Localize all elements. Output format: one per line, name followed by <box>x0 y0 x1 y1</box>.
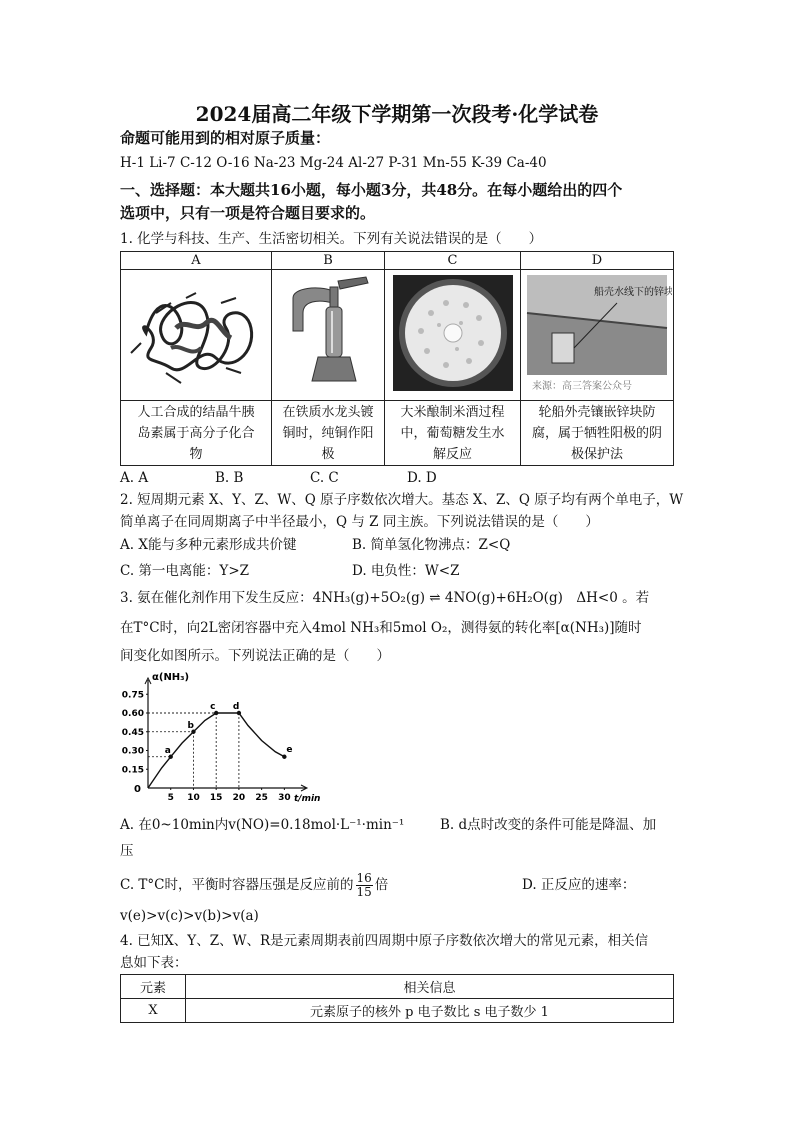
q2-option-a[interactable]: A. X能与多种元素形成共价键 <box>120 537 297 553</box>
q4-stem-line2: 息如下表： <box>120 955 188 971</box>
chart-point-label-a: a <box>164 745 171 756</box>
q1-image-d-label: 船壳水线下的锌块 <box>594 287 672 298</box>
ship-hull-zinc-image <box>522 273 672 393</box>
q2-stem-line1: 2. 短周期元素 X、Y、Z、W、Q 原子序数依次增大。基态 X、Z、Q 原子均有两个单电子，W <box>120 492 684 508</box>
chart-x-tick-label: 10 <box>187 793 200 803</box>
q4-row-info: 元素原子的核外 p 电子数比 s 电子数少 1 <box>186 999 674 1023</box>
table-row <box>121 999 674 1023</box>
exam-title: 2024届高二年级下学期第一次段考·化学试卷 <box>195 102 599 126</box>
chart-y-tick-label: 0.60 <box>121 709 144 719</box>
q1-caption-b-line3: 极 <box>321 446 335 462</box>
chart-x-tick-label: 5 <box>167 793 174 803</box>
chart-x-tick-label: 30 <box>278 793 291 803</box>
q1-caption-b-line2: 铜时，纯铜作阳 <box>282 425 374 441</box>
q3-option-a[interactable]: A. 在0~10min内v(NO)=0.18mol·L⁻¹·min⁻¹ <box>120 817 405 833</box>
q1-caption-c-line1: 大米酿制米酒过程 <box>400 404 505 420</box>
nh3-conversion-chart <box>112 670 322 810</box>
chart-y-tick-label: 0.75 <box>121 690 144 701</box>
q3-option-b-continued: 压 <box>120 843 134 859</box>
q3-stem-line1: 3. 氨在催化剂作用下发生反应：4NH₃(g)+5O₂(g) ⇌ 4NO(g)+6H₂O(g) ΔH<0 。若 <box>120 590 650 606</box>
q1-caption-d-line2: 腐，属于牺牲阳极的阴 <box>531 425 662 441</box>
q3-option-c-suffix: 倍 <box>374 877 389 893</box>
q1-image-a <box>121 270 272 401</box>
chart-point-label-d: d <box>232 702 240 712</box>
q4-element-table <box>120 974 674 1023</box>
chart-x-tick-label: 15 <box>209 793 223 803</box>
fraction-16-15 <box>356 872 373 899</box>
chart-point-label-b: b <box>187 720 194 731</box>
chart-point-label-c: c <box>210 702 216 712</box>
section-1-instructions-line2: 选项中，只有一项是符合题目要求的。 <box>120 204 376 222</box>
q1-caption-b <box>272 401 385 466</box>
atomic-mass-heading: 命题可能用到的相对原子质量： <box>120 129 331 147</box>
q1-caption-c-line2: 中，葡萄糖发生水 <box>400 425 505 441</box>
chart-point-e <box>282 755 286 759</box>
watermark-text: 来源：高三答案公众号 <box>532 381 632 392</box>
atomic-mass-list: H-1 Li-7 C-12 O-16 Na-23 Mg-24 Al-27 P-31 Mn-55 K-39 Ca-40 <box>120 155 547 171</box>
q1-header-a: A <box>121 252 272 270</box>
q1-image-b <box>272 270 385 401</box>
q1-caption-b-line1: 在铁质水龙头镀 <box>282 404 374 420</box>
q4-row-element: X <box>121 999 186 1023</box>
q2-option-d[interactable]: D. 电负性：W<Z <box>352 563 460 579</box>
chart-y-tick-label: 0.45 <box>121 727 144 738</box>
q1-caption-d-line3: 极保护法 <box>570 446 623 462</box>
q3-stem-line2: 在T°C时，向2L密闭容器中充入4mol NH₃和5mol O₂，测得氨的转化率[α(NH₃)]随时 <box>120 620 642 636</box>
chart-origin-label: 0 <box>134 784 141 795</box>
q1-caption-a <box>121 401 272 466</box>
q4-header-element: 元素 <box>121 975 186 999</box>
q1-option-a[interactable]: A. A <box>120 470 149 486</box>
q1-option-d[interactable]: D. D <box>407 470 437 486</box>
q1-option-b[interactable]: B. B <box>215 470 244 486</box>
q1-header-c: C <box>385 252 521 270</box>
q1-header-b: B <box>272 252 385 270</box>
q4-stem-line1: 4. 已知X、Y、Z、W、R是元素周期表前四周期中原子序数依次增大的常见元素，相关信 <box>120 933 649 949</box>
chart-x-tick-label: 25 <box>255 793 268 803</box>
q1-image-c <box>385 270 521 401</box>
fraction-denominator: 15 <box>356 885 372 899</box>
chart-x-tick-label: 20 <box>232 793 246 803</box>
chart-point-label-e: e <box>286 744 293 755</box>
q3-option-b[interactable]: B. d点时改变的条件可能是降温、加 <box>440 817 657 833</box>
chart-y-tick-label: 0.15 <box>121 765 144 776</box>
q1-caption-d <box>521 401 674 466</box>
q1-options-table <box>120 251 674 466</box>
q2-option-c[interactable]: C. 第一电离能：Y>Z <box>120 563 250 579</box>
q1-option-c[interactable]: C. C <box>310 470 339 486</box>
q1-caption-c <box>385 401 521 466</box>
fraction-numerator: 16 <box>356 871 372 885</box>
chart-x-axis-label: t/min <box>294 794 321 804</box>
q1-caption-c-line3: 解反应 <box>432 446 472 462</box>
q1-caption-a-line3: 物 <box>189 446 203 462</box>
q3-option-c-text: C. T°C时，平衡时容器压强是反应前的 <box>120 877 354 893</box>
faucet-image <box>278 273 378 393</box>
insulin-structure-image <box>126 273 266 393</box>
q2-stem-line2: 简单离子在同周期离子中半径最小，Q 与 Z 同主族。下列说法错误的是（ ） <box>120 514 599 530</box>
q1-header-d: D <box>521 252 674 270</box>
rice-wine-image <box>391 273 515 393</box>
q2-option-b[interactable]: B. 简单氢化物沸点：Z<Q <box>352 537 511 553</box>
q1-caption-a-line2: 岛素属于高分子化合 <box>137 425 255 441</box>
q3-stem-line3: 间变化如图所示。下列说法正确的是（ ） <box>120 648 390 664</box>
q1-stem: 1. 化学与科技、生产、生活密切相关。下列有关说法错误的是（ ） <box>120 231 543 247</box>
q4-header-info: 相关信息 <box>186 975 674 999</box>
q3-option-d[interactable]: D. 正反应的速率： <box>522 877 636 893</box>
chart-y-axis-label: α(NH₃) <box>152 672 190 683</box>
q3-option-d-continued: v(e)>v(c)>v(b)>v(a) <box>120 908 259 924</box>
q1-caption-a-line1: 人工合成的结晶牛胰 <box>137 404 255 420</box>
section-1-instructions-line1: 一、选择题：本大题共16小题，每小题3分，共48分。在每小题给出的四个 <box>120 181 623 199</box>
q1-image-d <box>521 270 674 401</box>
chart-y-tick-label: 0.30 <box>121 746 144 757</box>
q1-caption-d-line1: 轮船外壳镶嵌锌块防 <box>538 404 656 420</box>
